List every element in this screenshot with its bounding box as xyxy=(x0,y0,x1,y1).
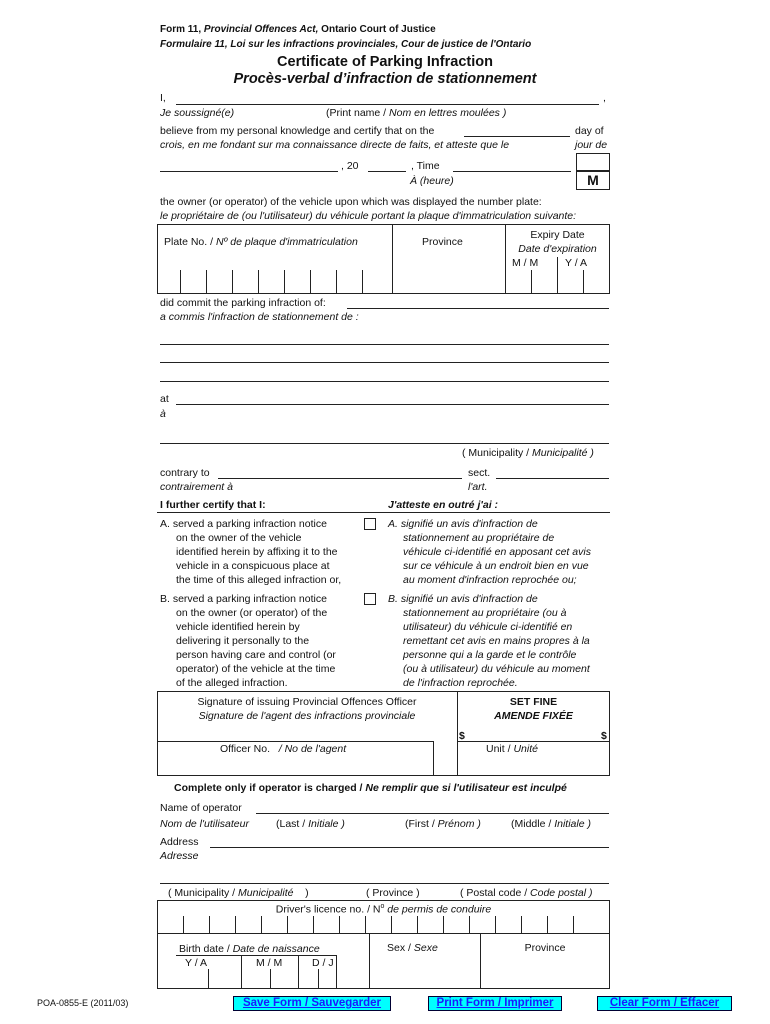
postal-fr: Code postal ) xyxy=(530,887,593,899)
birth-month-label: M / M xyxy=(256,957,283,969)
option-a-en xyxy=(160,517,341,587)
last-en: (Last / xyxy=(276,818,306,830)
text-line: person having care and control (or xyxy=(176,649,336,661)
first-fr: Prénom ) xyxy=(437,818,481,830)
sect-label: sect. xyxy=(468,467,491,479)
licence-o: o xyxy=(380,903,385,910)
first-en: (First / xyxy=(405,818,435,830)
licence-field[interactable] xyxy=(158,916,609,933)
birth-line xyxy=(176,955,336,956)
expiry-year-label: Y / A xyxy=(565,257,587,269)
text-line: A. signifié un avis d'infraction de xyxy=(388,518,538,530)
operator-heading xyxy=(174,782,567,794)
operator-municipality-label xyxy=(168,887,309,899)
operator-name-label-fr: Nom de l'utilisateur xyxy=(160,818,249,830)
header-act: Provincial Offences Act, xyxy=(203,24,319,35)
at-label-fr: à xyxy=(160,408,166,420)
officer-no-field[interactable] xyxy=(158,757,432,775)
comma: , xyxy=(603,92,606,104)
officer-no-label xyxy=(220,743,346,755)
unit-fr: Unité xyxy=(513,743,538,755)
option-a-fr xyxy=(388,517,591,587)
set-fine-label: SET FINE xyxy=(509,696,558,708)
postal-en: ( Postal code / xyxy=(460,887,528,899)
address-line-2[interactable] xyxy=(160,883,609,884)
address-field[interactable] xyxy=(210,847,609,848)
licence-province-field[interactable] xyxy=(481,956,609,988)
operator-province-label: ( Province ) xyxy=(366,887,420,899)
birth-date-label xyxy=(179,943,320,955)
print-name-label xyxy=(326,107,506,119)
unit-en: Unit / xyxy=(486,743,511,755)
plate-number-field[interactable] xyxy=(158,225,391,293)
soussigne-label: Je soussigné(e) xyxy=(160,107,235,119)
operator-heading-fr: Ne remplir que si l'utilisateur est inculpé xyxy=(365,782,567,794)
birth-year-label: Y / A xyxy=(185,957,207,969)
clear-form-button[interactable]: Clear Form / Effacer xyxy=(597,996,732,1011)
text-line: stationnement au propriétaire de xyxy=(403,532,555,544)
text-line: sur ce véhicule à un endroit bien en vue xyxy=(403,560,589,572)
time-field[interactable] xyxy=(453,171,571,172)
option-a-checkbox[interactable] xyxy=(364,518,376,530)
time-label: , Time xyxy=(411,160,440,172)
officer-name-field[interactable] xyxy=(176,104,599,105)
print-form-button[interactable]: Print Form / Imprimer xyxy=(428,996,562,1011)
believe-en: believe from my personal knowledge and certify that on the xyxy=(160,125,435,137)
text-line: utilisateur) du véhicule ci-identifié en xyxy=(403,621,573,633)
address-label-fr: Adresse xyxy=(160,850,199,862)
licence-province-label: Province xyxy=(524,942,566,954)
text-line: vehicle in a conspicuous place at xyxy=(176,560,330,572)
owner-fr: le propriétaire de (ou l'utilisateur) du véhicule portant la plaque d'immatriculation suivante: xyxy=(160,210,577,222)
birth-date-field[interactable] xyxy=(177,970,335,988)
page-title: Certificate of Parking Infraction xyxy=(277,54,493,70)
text-line: operator) of the vehicle at the time xyxy=(176,663,336,675)
province-label: Province xyxy=(422,236,463,248)
ampm-box-top[interactable] xyxy=(576,153,610,171)
day-of-en: day of xyxy=(575,125,604,137)
municipality-field[interactable] xyxy=(160,443,609,444)
operator-name-label: Name of operator xyxy=(160,802,242,814)
plate-no-en: Plate No. / xyxy=(164,236,214,248)
option-b-checkbox[interactable] xyxy=(364,593,376,605)
contrary-label: contrary to xyxy=(160,467,210,479)
licence-en: Driver's licence no. / N xyxy=(275,903,381,916)
licence-divider xyxy=(157,933,610,934)
birth-day-divider xyxy=(336,955,337,989)
op-muni-close: ) xyxy=(305,887,309,899)
signature-field[interactable] xyxy=(158,726,456,740)
certify-heading-fr: J'atteste en outré j'ai : xyxy=(388,499,499,511)
set-fine-label-fr: AMENDE FIXÉE xyxy=(494,710,573,722)
operator-heading-en: Complete only if operator is charged / xyxy=(174,782,363,794)
save-form-button[interactable]: Save Form / Sauvegarder xyxy=(233,996,391,1011)
infraction-field-1[interactable] xyxy=(347,308,609,309)
believe-fr: crois, en me fondant sur ma connaissance directe de faits, et atteste que le xyxy=(160,139,510,151)
owner-en: the owner (or operator) of the vehicle upon which was displayed the number plate: xyxy=(160,196,542,208)
header-text: Form 11, xyxy=(160,24,204,35)
sex-fr: Sexe xyxy=(413,942,438,954)
commit-fr: a commis l'infraction de stationnement de : xyxy=(160,311,359,323)
text-line: B. served a parking infraction notice xyxy=(160,593,327,605)
page-title-fr: Procès-verbal d’infraction de stationnement xyxy=(233,71,537,87)
municipality-label xyxy=(462,447,594,459)
municipality-en: ( Municipality / xyxy=(462,447,530,459)
officer-no-en: Officer No. xyxy=(220,743,270,755)
signature-label: Signature of issuing Provincial Offences Officer xyxy=(197,696,417,708)
birth-en: Birth date / xyxy=(179,943,230,955)
first-name-label xyxy=(405,818,481,830)
text-line: vehicle identified herein by xyxy=(176,621,300,633)
expiry-mid-divider xyxy=(557,257,558,294)
text-line: B. signifié un avis d'infraction de xyxy=(388,593,538,605)
licence-fr: de permis de conduire xyxy=(384,903,492,916)
operator-name-field[interactable] xyxy=(256,813,609,814)
fine-line xyxy=(457,741,610,742)
last-fr: Initiale ) xyxy=(308,818,345,830)
op-muni-en: ( Municipality / xyxy=(168,887,236,899)
certify-divider xyxy=(157,512,610,513)
text-line: remettant cet avis en mains propres à la xyxy=(403,635,590,647)
fine-amount-field[interactable] xyxy=(468,727,598,740)
middle-name-label xyxy=(511,818,591,830)
year-prefix: , 20 xyxy=(341,160,359,172)
infraction-field-3[interactable] xyxy=(160,362,609,363)
text-line: on the owner of the vehicle xyxy=(176,532,302,544)
form-header-en xyxy=(160,24,436,35)
statute-field[interactable] xyxy=(218,478,462,479)
contrary-label-fr: contrairement à xyxy=(160,481,233,493)
text-line: the time of this alleged infraction or, xyxy=(176,574,342,586)
section-field[interactable] xyxy=(496,478,609,479)
officer-no-fr: / No de l'agent xyxy=(278,743,347,755)
header-loi: Loi sur les infractions provinciales, xyxy=(230,39,402,50)
signature-line xyxy=(157,741,433,742)
unit-label xyxy=(486,743,538,755)
sex-en: Sex / xyxy=(387,942,411,954)
location-field[interactable] xyxy=(176,404,609,405)
form-header-fr xyxy=(160,39,531,50)
sex-field[interactable] xyxy=(370,956,479,988)
op-muni-fr: Municipalité xyxy=(238,887,294,899)
day-field[interactable] xyxy=(464,136,570,137)
print-name-fr: Nom en lettres moulées ) xyxy=(389,107,507,119)
expiry-year-tick xyxy=(583,270,584,294)
i-label: I, xyxy=(160,92,166,104)
infraction-field-4[interactable] xyxy=(160,381,609,382)
text-line: A. served a parking infraction notice xyxy=(160,518,327,530)
print-name-en: (Print name / xyxy=(326,107,387,119)
middle-fr: Initiale ) xyxy=(554,818,591,830)
expiry-month-tick xyxy=(531,270,532,294)
header-cour: Cour de justice de l'Ontario xyxy=(401,39,532,50)
sect-label-fr: l'art. xyxy=(468,481,488,493)
address-label: Address xyxy=(160,836,199,848)
sex-label xyxy=(387,942,438,954)
text-line: delivering it personally to the xyxy=(176,635,310,647)
licence-label xyxy=(157,903,610,916)
last-name-label xyxy=(276,818,345,830)
expiry-month-label: M / M xyxy=(512,257,539,269)
text-line: véhicule ci-identifié en apposant cet avis xyxy=(403,546,591,558)
plate-no-fr: Nº de plaque d'immatriculation xyxy=(215,236,358,248)
signature-label-fr: Signature de l'agent des infractions provinciale xyxy=(198,710,416,722)
form-code: POA-0855-E (2011/03) xyxy=(37,998,129,1008)
text-line: identified herein by affixing it to the xyxy=(176,546,338,558)
commit-en: did commit the parking infraction of: xyxy=(160,297,326,309)
plate-province-field[interactable] xyxy=(393,255,504,293)
option-b-fr xyxy=(388,592,590,690)
dollar-right: $ xyxy=(601,730,607,742)
middle-en: (Middle / xyxy=(511,818,552,830)
text-line: de l'infraction reprochée. xyxy=(403,677,518,689)
municipality-fr: Municipalité ) xyxy=(532,447,594,459)
day-of-fr: jour de xyxy=(575,139,608,151)
infraction-field-2[interactable] xyxy=(160,344,609,345)
text-line: of the alleged infraction. xyxy=(176,677,288,689)
dollar-left: $ xyxy=(459,730,465,742)
expiry-label: Expiry Date xyxy=(530,229,585,241)
month-field[interactable] xyxy=(160,171,338,172)
header-text-fr: Formulaire 11, xyxy=(160,39,231,50)
text-line: personne qui a la garde et le contrôle xyxy=(403,649,577,661)
certify-heading: I further certify that I: xyxy=(160,499,266,511)
ampm-m-box[interactable]: M xyxy=(576,171,610,190)
at-label: at xyxy=(160,393,169,405)
text-line: stationnement au propriétaire (ou à xyxy=(403,607,567,619)
unit-field[interactable] xyxy=(434,757,609,775)
text-line: on the owner (or operator) of the xyxy=(176,607,328,619)
text-line: (ou à utilisateur) du véhicule au moment xyxy=(403,663,590,675)
text-line: au moment d'infraction reprochée ou; xyxy=(403,574,577,586)
birth-day-label: D / J xyxy=(312,957,334,969)
option-b-en xyxy=(160,592,336,690)
expiry-label-fr: Date d'expiration xyxy=(518,243,597,255)
birth-fr: Date de naissance xyxy=(232,943,320,955)
postal-code-label xyxy=(460,887,593,899)
year-field[interactable] xyxy=(368,171,406,172)
header-court: Ontario Court of Justice xyxy=(318,24,436,35)
time-label-fr: À (heure) xyxy=(410,175,454,187)
